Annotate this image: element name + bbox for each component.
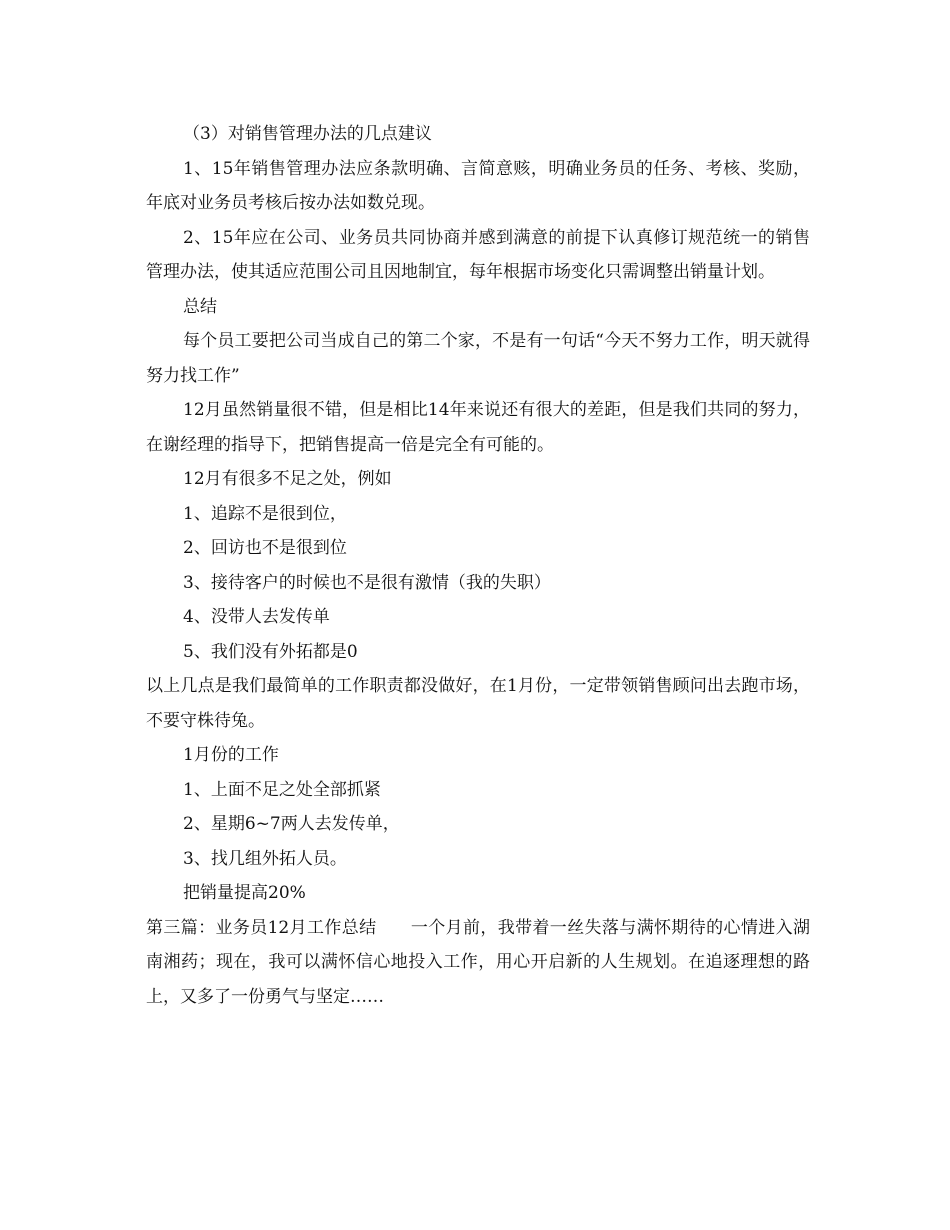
paragraph-suggestion-2: 2、15年应在公司、业务员共同协商并感到满意的前提下认真修订规范统一的销售管理办法，使其适应范围公司且因地制宜，每年根据市场变化只需调整出销量计划。 (146, 227, 810, 282)
paragraph-shortcomings-heading: 12月有很多不足之处，例如 (183, 469, 392, 489)
paragraph-sales-goal: 把销量提高20% (183, 883, 306, 903)
paragraph-january-heading: 1月份的工作 (183, 745, 279, 765)
list-item-shortcoming-5: 5、我们没有外拓都是0 (183, 641, 358, 662)
document-page (146, 117, 810, 1014)
third-article-heading: 第三篇：业务员12月工作总结 (146, 917, 377, 938)
list-item-january-2: 2、星期6~7两人去发传单， (183, 814, 400, 834)
paragraph-summary-1: 每个员工要把公司当成自己的第二个家，不是有一句话“今天不努力工作，明天就得努力找工作” (146, 331, 810, 386)
paragraph-summary-heading: 总结 (183, 296, 217, 317)
list-item-january-1: 1、上面不足之处全部抓紧 (183, 779, 381, 800)
paragraph-summary-2: 12月虽然销量很不错，但是相比14年来说还有很大的差距，但是我们共同的努力，在谢经理的指导下，把销售提高一倍是完全有可能的。 (146, 400, 810, 455)
list-item-shortcoming-1: 1、追踪不是很到位， (183, 503, 347, 524)
list-item-shortcoming-3: 3、接待客户的时候也不是很有激情（我的失职） (183, 572, 551, 593)
paragraph-suggestion-1: 1、15年销售管理办法应条款明确、言简意赅，明确业务员的任务、考核、奖励，年底对业务员考核后按办法如数兑现。 (146, 158, 810, 213)
paragraph-conclusion: 以上几点是我们最简单的工作职责都没做好，在1月份，一定带领销售顾问出去跑市场，不要守株待兔。 (146, 676, 810, 731)
paragraph-suggestion-heading: （3）对销售管理办法的几点建议 (183, 124, 432, 144)
list-item-shortcoming-4: 4、没带人去发传单 (183, 607, 330, 627)
third-article-text: 一个月前，我带着一丝失落与满怀期待的心情进入湖南湘药；现在，我可以满怀信心地投入工作，用心开启新的人生规划。在追逐理想的路上，又多了一份勇气与坚定…… (146, 917, 811, 1007)
paragraph-third-article (146, 911, 810, 1015)
list-item-january-3: 3、找几组外拓人员。 (183, 848, 347, 869)
list-item-shortcoming-2: 2、回访也不是很到位 (183, 538, 347, 558)
